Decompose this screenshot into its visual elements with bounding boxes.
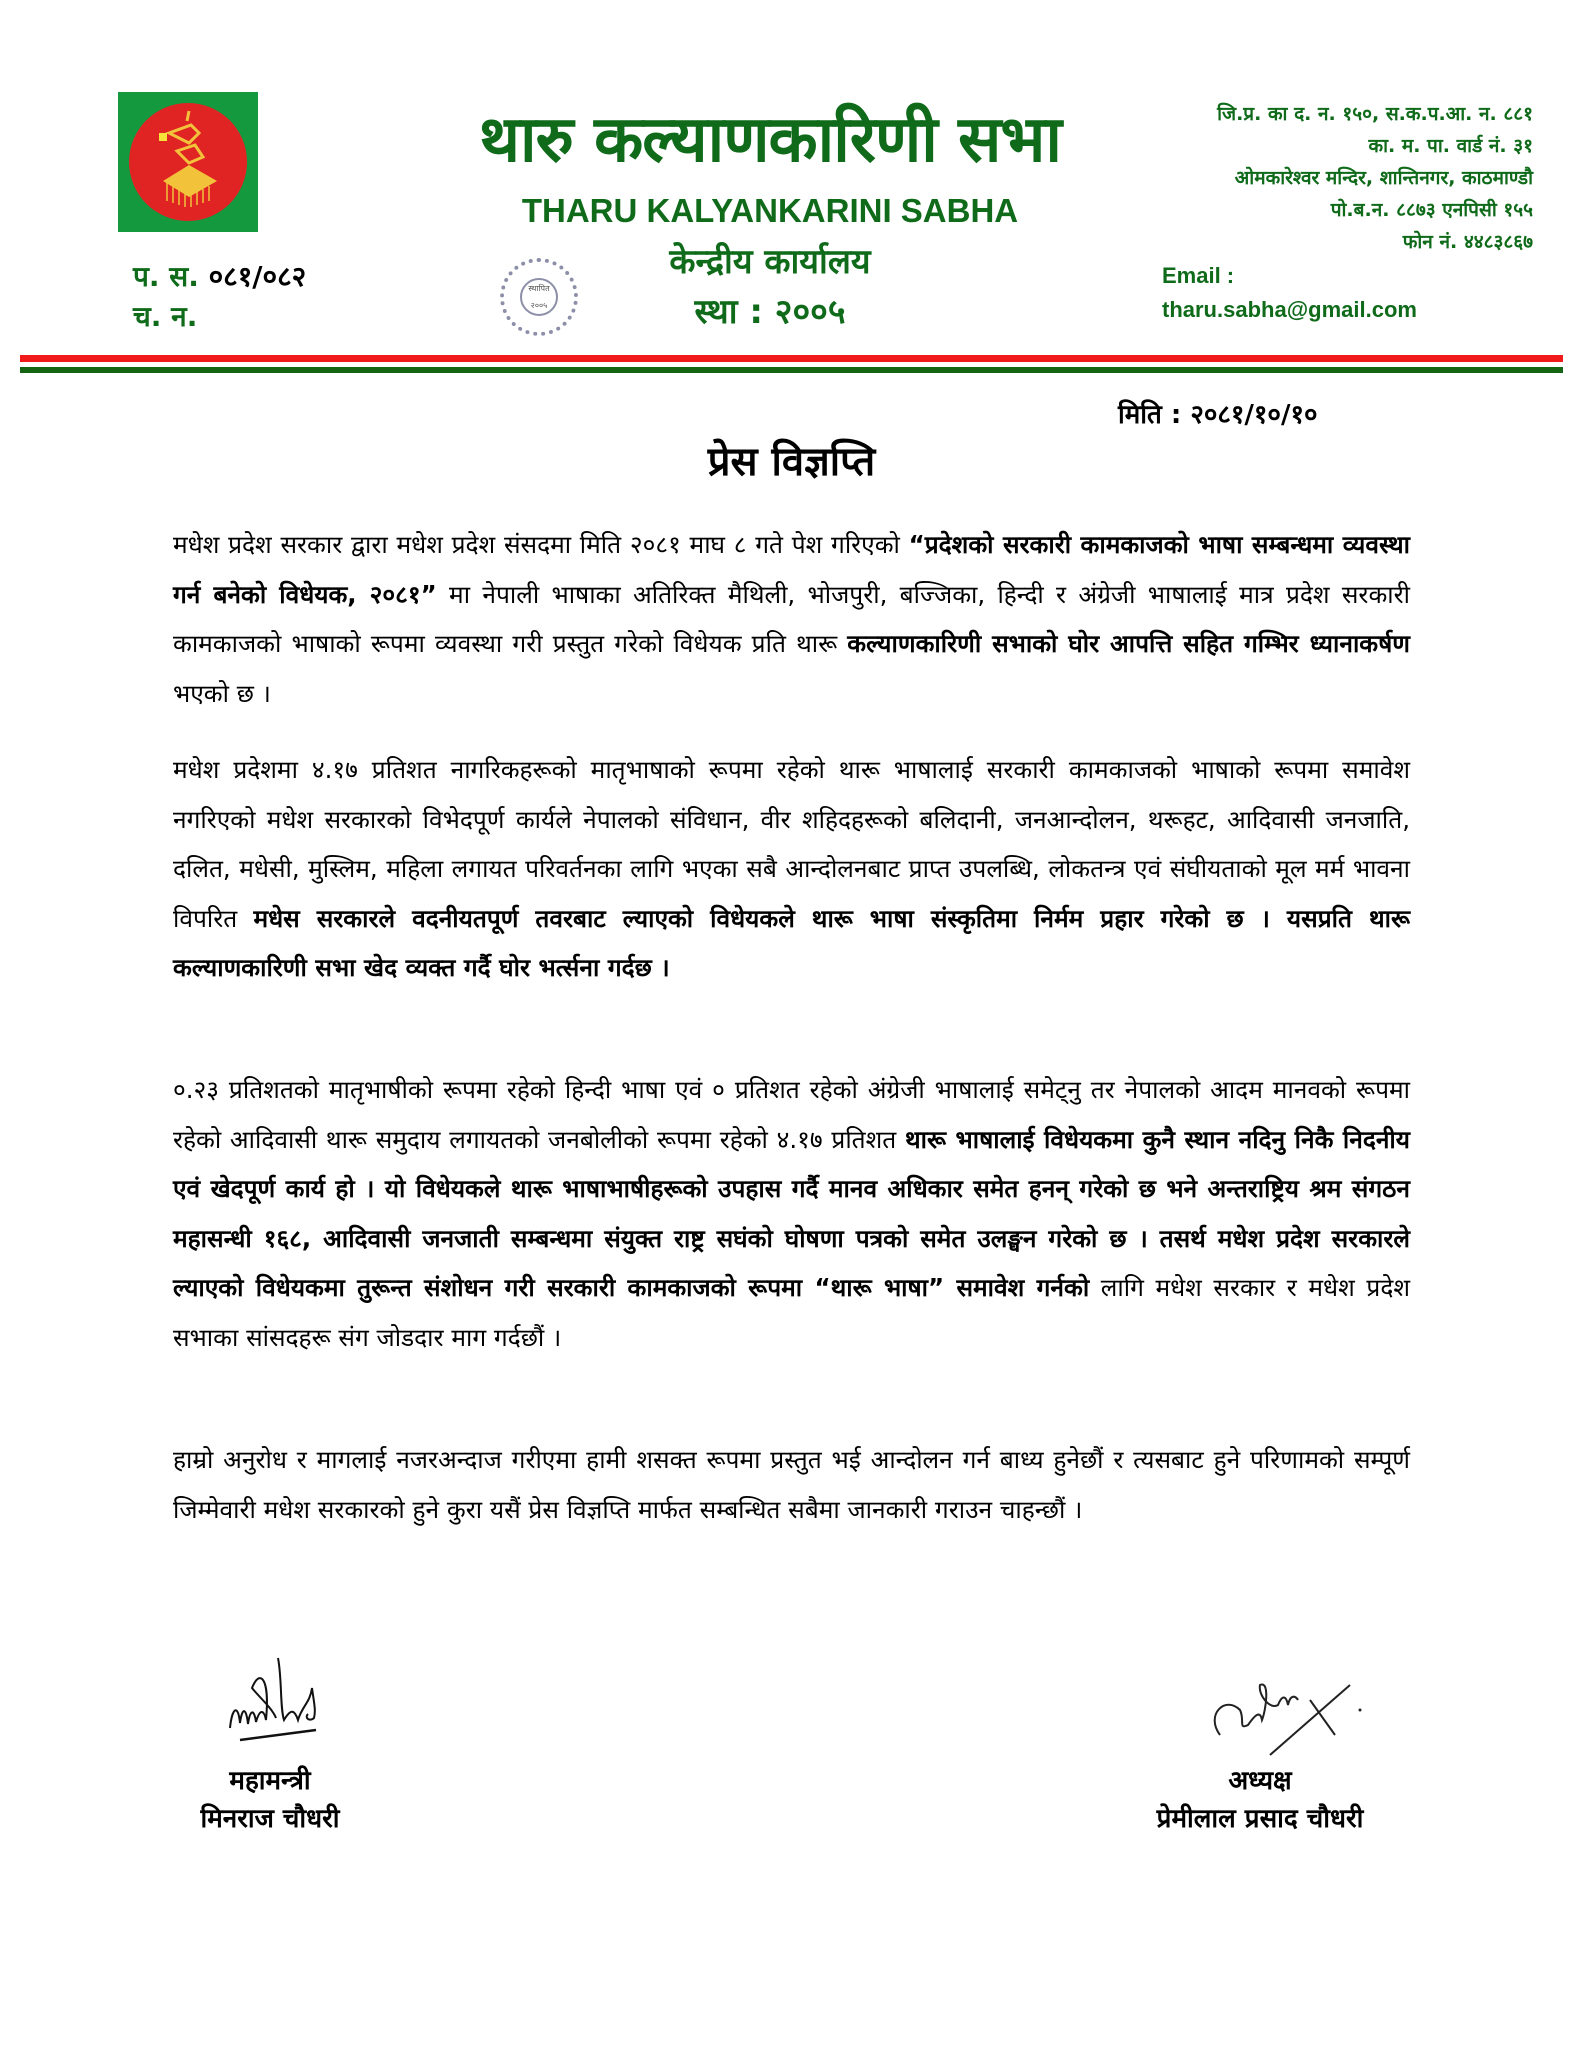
reference-block [133,257,306,337]
signatory-name: प्रेमीलाल प्रसाद चौधरी [1156,1804,1364,1834]
emphasized-text: मधेस सरकारले वदनीयतपूर्ण तवरबाट ल्याएको विधेयकले थारू भाषा संस्कृतिमा निर्मम प्रहार गरेको छ । यसप्रति थारू कल्याणकारिणी सभा खेद व्यक्त गर्दै घोर भर्त्सना गर्दछ । [173,903,1410,982]
email-address[interactable]: tharu.sabha@gmail.com [1162,297,1417,322]
header-divider-green [20,367,1563,373]
emphasized-text: थारू भाषालाई विधेयकमा कुनै स्थान नदिनु निकै निदनीय एवं खेदपूर्ण कार्य हो । यो विधेयकले थारू भाषाभाषीहरूको उपहास गर्दै मानव अधिकार समेत हनन् गरेको छ भने अन्तराष्ट्रिय श्रम संगठन महासन्धी १६८, आदिवासी जनजाती सम्बन्धमा संयुक्त राष्ट्र सघंको घोषणा पत्रको समेत उलङ्घन गरेको छ । तसर्थ मधेश प्रदेश सरकारले ल्याएको विधेयकमा तुरून्त संशोधन गरी सरकारी कामकाजको रूपमा “थारू भाषा” समावेश गर्नको [173,1124,1410,1302]
org-title-devanagari: थारु कल्याणकारिणी सभा [479,103,1061,177]
weaving-hands-icon [129,103,247,221]
text-run: मधेश प्रदेश सरकार द्वारा मधेश प्रदेश संसदमा मिति २०८१ माघ ८ गते पेश गरिएको [173,530,909,559]
seal-text: स्थापित २००५ [520,278,558,316]
reference-label: प. स. [133,260,199,293]
address-line: पो.ब.न. ८८७३ एनपिसी १५५ [1330,199,1533,221]
paragraph-4 [173,1435,1410,1534]
text-run: मा नेपाली भाषाका अतिरिक्त मैथिली, भोजपुरी, बज्जिका, हिन्दी र अंग्रेजी भाषालाई मात्र प्रदेश सरकारी कामकाजको भाषाको रूपमा व्यवस्था गरी प्रस्तुत गरेको विधेयक प्रति थारू [173,579,1410,658]
address-line: फोन नं. ४४८३८६७ [1402,231,1533,253]
address-line: का. म. पा. वार्ड नं. ३१ [1368,135,1533,157]
emphasized-text: कल्याणकारिणी सभाको घोर आपत्ति सहित गम्भिर ध्यानाकर्षण [847,629,1410,658]
signatory-chairman [1110,1762,1410,1838]
signatory-title: महामन्त्री [229,1766,311,1796]
dispatch-number-line [133,297,306,337]
header-divider-red [20,355,1563,362]
signature-chairman-icon [1200,1665,1370,1760]
email-block [1162,259,1417,327]
org-title-english: THARU KALYANKARINI SABHA [521,192,1019,229]
logo-red-disc [129,103,247,221]
text-run: हाम्रो अनुरोध र मागलाई नजरअन्दाज गरीएमा हामी शसक्त रूपमा प्रस्तुत भई आन्दोलन गर्न बाध्य हुनेछौं र त्यसबाट हुने परिणामको सम्पूर्ण जिम्मेवारी मधेश सरकारको हुने कुरा यसैं प्रेस विज्ञप्ति मार्फत सम्बन्धित सबैमा जानकारी गराउन चाहन्छौं । [173,1445,1410,1524]
document-date: मिति : २०८१/१०/१० [1118,400,1318,430]
paragraph-2 [173,745,1410,993]
reference-number-line [133,257,306,297]
established-year: स्था : २००५ [694,292,846,332]
text-run: मधेश प्रदेशमा ४.१७ प्रतिशत नागरिकहरूको मातृभाषाको रूपमा रहेको थारू भाषालाई सरकारी कामकाजको भाषाको रूपमा समावेश नगरिएको मधेश सरकारको विभेदपूर्ण कार्यले नेपालको संविधान, वीर शहिदहरूको बलिदानी, जनआन्दोलन, थरूहट, आदिवासी जनजाति, दलित, मधेसी, मुस्लिम, महिला लगायत परिवर्तनका लागि भएका सबै आन्दोलनबाट प्राप्त उपलब्धि, लोकतन्त्र एवं संघीयताको मूल मर्म भावना विपरित [173,755,1410,933]
text-run: भएको छ । [173,678,271,708]
emphasized-text: “प्रदेशको सरकारी कामकाजको भाषा सम्बन्धमा व्यवस्था गर्न बनेको विधेयक, २०८१” [173,530,1410,609]
reference-number: ०८१/०८२ [208,260,307,293]
email-label: Email : [1162,263,1235,288]
paragraph-1 [173,520,1410,718]
document-heading: प्रेस विज्ञप्ति [707,439,876,485]
address-line: जि.प्र. का द. न. १५०, स.क.प.आ. न. ८८१ [1217,103,1533,125]
central-office-label: केन्द्रीय कार्यालय [669,242,871,282]
signatory-name: मिनराज चौधरी [200,1804,340,1834]
signatory-title: अध्यक्ष [1228,1766,1292,1796]
organization-seal-icon [500,258,578,336]
address-block [1217,98,1533,258]
paragraph-3 [173,1065,1410,1362]
organization-logo [118,92,258,232]
address-line: ओमकारेश्वर मन्दिर, शान्तिनगर, काठमाण्डौ [1234,167,1533,189]
text-run: लागि मधेश सरकार र मधेश प्रदेश सभाका सांसदहरू संग जोडदार माग गर्दछौं । [173,1273,1410,1352]
signatory-general-secretary [150,1762,390,1838]
dispatch-label: च. न. [133,300,198,333]
text-run: ०.२३ प्रतिशतको मातृभाषीको रूपमा रहेको हिन्दी भाषा एवं ० प्रतिशत रहेको अंग्रेजी भाषालाई समेट्नु तर नेपालको आदम मानवको रूपमा रहेको आदिवासी थारू समुदाय लगायतको जनबोलीको रूपमा रहेको ४.१७ प्रतिशत [173,1075,1410,1154]
signature-general-secretary-icon [220,1648,340,1748]
